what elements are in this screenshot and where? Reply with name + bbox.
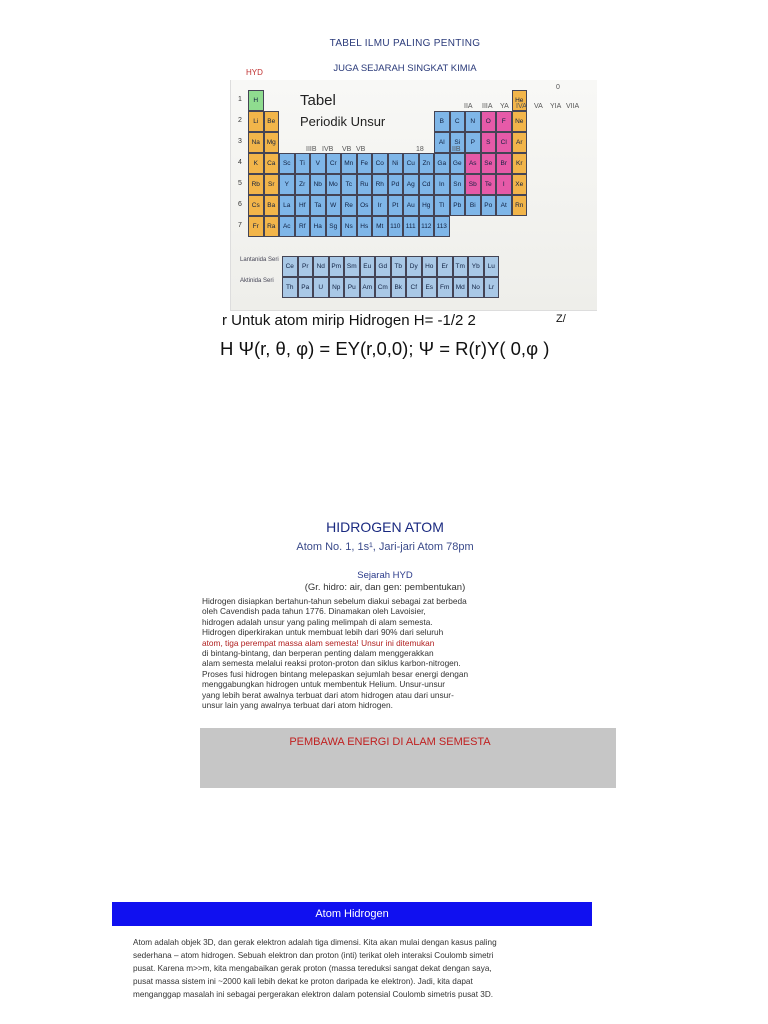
lanthanide-cell: Eu <box>360 256 376 277</box>
hydrogen-paragraph-line: yang lebih berat awalnya terbuat dari atom hidrogen atau dari unsur- <box>202 689 454 700</box>
period-number: 3 <box>238 138 242 145</box>
etymology-line: (Gr. hidro: air, dan gen: pembentukan) <box>304 582 466 593</box>
element-cell: Fe <box>357 153 373 174</box>
atom-paragraph-line: menganggap masalah ini sebagai pergerakan elektron dalam potensial Coulomb simetris pusat 3D. <box>133 990 494 999</box>
actinide-cell: Am <box>360 277 376 298</box>
hydrogen-paragraph-line: unsur lain yang awalnya terbuat dari atom hidrogen. <box>202 700 393 710</box>
element-cell: H <box>248 90 264 111</box>
atom-paragraph-line: pusat. Karena m>>m, kita mengabaikan gerak proton (massa tereduksi sangat dekat dengan saya, <box>133 964 492 973</box>
period-number: 2 <box>238 117 242 124</box>
equation-line-1: r Untuk atom mirip Hidrogen H= -1/2 2 <box>222 312 476 329</box>
group-label: IVA <box>516 103 527 110</box>
group-label: VIIA <box>566 103 580 110</box>
element-cell: Br <box>496 153 512 174</box>
element-cell: F <box>496 111 512 132</box>
element-cell: V <box>310 153 326 174</box>
lanthanide-cell: Tb <box>391 256 407 277</box>
group-label: YIA <box>550 103 562 110</box>
element-cell: Ru <box>357 174 373 195</box>
element-cell: Se <box>481 153 497 174</box>
element-cell: Si <box>450 132 466 153</box>
lanthanide-cell: Er <box>437 256 453 277</box>
lanthanide-label: Lantanida Seri <box>240 257 279 263</box>
atom-paragraph-line: Atom adalah objek 3D, dan gerak elektron adalah tiga dimensi. Kita akan mulai dengan kasus paling <box>133 938 497 947</box>
element-cell: 112 <box>419 216 435 237</box>
element-cell: Zr <box>295 174 311 195</box>
transition-group-label: VB <box>356 146 366 153</box>
element-cell: Ir <box>372 195 388 216</box>
atom-paragraph-line: pusat massa sistem ini ~2000 kali lebih dekat ke proton daripada ke elektron). Jadi, kita dapat <box>133 977 473 986</box>
element-cell: Po <box>481 195 497 216</box>
hydrogen-paragraph-line: Hidrogen diperkirakan untuk membuat lebih dari 90% dari seluruh <box>202 627 444 638</box>
element-cell: Re <box>341 195 357 216</box>
transition-group-label: 18 <box>416 146 424 153</box>
element-cell: Ta <box>310 195 326 216</box>
element-cell: Cl <box>496 132 512 153</box>
element-cell: S <box>481 132 497 153</box>
element-cell: Mn <box>341 153 357 174</box>
element-cell: Ns <box>341 216 357 237</box>
element-cell: La <box>279 195 295 216</box>
hydrogen-paragraph-line: alam semesta melalui reaksi proton-proton dan siklus karbon-nitrogen. <box>202 658 461 669</box>
element-cell: Ca <box>264 153 280 174</box>
transition-group-label: VB <box>342 146 352 153</box>
element-cell: K <box>248 153 264 174</box>
group-label: IIIA <box>482 103 493 110</box>
element-cell: Ga <box>434 153 450 174</box>
element-cell: Zn <box>419 153 435 174</box>
group-label: VA <box>534 103 543 110</box>
energy-box-title: PEMBAWA ENERGI DI ALAM SEMESTA <box>289 736 491 748</box>
element-cell: Sr <box>264 174 280 195</box>
actinide-cell: No <box>468 277 484 298</box>
actinide-cell: Lr <box>484 277 500 298</box>
lanthanide-cell: Nd <box>313 256 329 277</box>
hydrogen-paragraph-line: Hidrogen disiapkan bertahun-tahun sebelum diakui sebagai zat berbeda <box>202 596 467 606</box>
element-cell: 111 <box>403 216 419 237</box>
actinide-cell: Cf <box>406 277 422 298</box>
period-number: 1 <box>238 96 242 103</box>
lanthanide-cell: Tm <box>453 256 469 277</box>
element-cell: Bi <box>465 195 481 216</box>
lanthanide-cell: Gd <box>375 256 391 277</box>
element-cell: I <box>496 174 512 195</box>
element-cell: Hf <box>295 195 311 216</box>
element-cell: Sb <box>465 174 481 195</box>
transition-group-label: IVB <box>322 146 334 153</box>
hydrogen-paragraph-line: oleh Cavendish pada tahun 1776. Dinamakan oleh Lavoisier, <box>202 606 426 617</box>
element-cell: Tc <box>341 174 357 195</box>
element-cell: Pd <box>388 174 404 195</box>
element-cell: Pt <box>388 195 404 216</box>
element-cell: Ti <box>295 153 311 174</box>
element-cell: Kr <box>512 153 528 174</box>
element-cell: Na <box>248 132 264 153</box>
hydrogen-paragraph-line: di bintang-bintang, dan berperan penting dalam menggerakkan <box>202 648 434 658</box>
element-cell: N <box>465 111 481 132</box>
element-cell: Be <box>264 111 280 132</box>
element-cell: Rf <box>295 216 311 237</box>
group-label: 0 <box>556 84 560 91</box>
element-cell: He <box>512 90 528 111</box>
element-cell: Nb <box>310 174 326 195</box>
sejarah-heading: Sejarah HYD <box>357 570 413 581</box>
hydrogen-paragraph-line: hidrogen adalah unsur yang paling melimpah di alam semesta. <box>202 616 433 627</box>
element-cell: Fr <box>248 216 264 237</box>
element-cell: Rb <box>248 174 264 195</box>
element-cell: Li <box>248 111 264 132</box>
atom-paragraph-line: sederhana – atom hidrogen. Sebuah elektron dan proton (inti) terikat oleh interaksi Coulomb simetri <box>133 951 494 960</box>
element-cell: Al <box>434 132 450 153</box>
equation-line-1-suffix: Z/ <box>556 313 566 325</box>
actinide-cell: U <box>313 277 329 298</box>
actinide-cell: Pa <box>298 277 314 298</box>
element-cell: Y <box>279 174 295 195</box>
actinide-cell: Np <box>329 277 345 298</box>
element-cell: Pb <box>450 195 466 216</box>
actinide-cell: Cm <box>375 277 391 298</box>
period-number: 4 <box>238 159 242 166</box>
element-cell: C <box>450 111 466 132</box>
group-label: YA <box>500 103 509 110</box>
element-cell: Sc <box>279 153 295 174</box>
element-cell: Rn <box>512 195 528 216</box>
hydrogen-subtitle: Atom No. 1, 1s¹, Jari-jari Atom 78pm <box>296 541 474 553</box>
actinide-cell: Th <box>282 277 298 298</box>
group-label: IIA <box>464 103 473 110</box>
element-cell: Ha <box>310 216 326 237</box>
element-cell: Ag <box>403 174 419 195</box>
element-cell: Sn <box>450 174 466 195</box>
lanthanide-cell: Lu <box>484 256 500 277</box>
lanthanide-cell: Dy <box>406 256 422 277</box>
element-cell: Cr <box>326 153 342 174</box>
lanthanide-cell: Ho <box>422 256 438 277</box>
element-cell: B <box>434 111 450 132</box>
element-cell: Mo <box>326 174 342 195</box>
element-cell: Ni <box>388 153 404 174</box>
element-cell: 110 <box>388 216 404 237</box>
element-cell: Hg <box>419 195 435 216</box>
element-cell: Mg <box>264 132 280 153</box>
lanthanide-cell: Yb <box>468 256 484 277</box>
element-cell: Tl <box>434 195 450 216</box>
element-cell: Rh <box>372 174 388 195</box>
element-cell: Mt <box>372 216 388 237</box>
element-cell: Cs <box>248 195 264 216</box>
element-cell: Ac <box>279 216 295 237</box>
element-cell: Cd <box>419 174 435 195</box>
hyd-label: HYD <box>246 68 263 77</box>
element-cell: In <box>434 174 450 195</box>
hydrogen-title: HIDROGEN ATOM <box>326 519 444 535</box>
atom-section-title: Atom Hidrogen <box>315 908 389 920</box>
header-line-1: TABEL ILMU PALING PENTING <box>329 38 481 49</box>
element-cell: Au <box>403 195 419 216</box>
element-cell: Ra <box>264 216 280 237</box>
element-cell: Cu <box>403 153 419 174</box>
element-cell: Hs <box>357 216 373 237</box>
actinide-cell: Md <box>453 277 469 298</box>
hydrogen-paragraph-line: atom, tiga perempat massa alam semesta! Unsur ini ditemukan <box>202 637 435 648</box>
periodic-table-title: Tabel <box>300 92 336 109</box>
actinide-cell: Pu <box>344 277 360 298</box>
lanthanide-cell: Ce <box>282 256 298 277</box>
element-cell: Ne <box>512 111 528 132</box>
element-cell: Xe <box>512 174 528 195</box>
element-cell: 113 <box>434 216 450 237</box>
hydrogen-paragraph-line: menggabungkan hidrogen untuk membentuk Helium. Unsur-unsur <box>202 679 446 690</box>
element-cell: W <box>326 195 342 216</box>
element-cell: Ba <box>264 195 280 216</box>
period-number: 7 <box>238 222 242 229</box>
element-cell: Co <box>372 153 388 174</box>
actinide-cell: Bk <box>391 277 407 298</box>
hydrogen-paragraph-line: Proses fusi hidrogen bintang melepaskan sejumlah besar energi dengan <box>202 668 469 679</box>
header-line-2: JUGA SEJARAH SINGKAT KIMIA <box>333 63 477 74</box>
element-cell: Te <box>481 174 497 195</box>
transition-group-label: IIIB <box>306 146 317 153</box>
period-number: 5 <box>238 180 242 187</box>
equation-line-2: H Ψ(r, θ, φ) = EY(r,0,0); Ψ = R(r)Y( 0,φ ) <box>220 338 550 359</box>
transition-group-label: IIB <box>452 146 461 153</box>
actinide-label: Aktinida Seri <box>240 278 274 284</box>
element-cell: At <box>496 195 512 216</box>
element-cell: Os <box>357 195 373 216</box>
actinide-cell: Es <box>422 277 438 298</box>
lanthanide-cell: Sm <box>344 256 360 277</box>
element-cell: As <box>465 153 481 174</box>
element-cell: Sg <box>326 216 342 237</box>
element-cell: O <box>481 111 497 132</box>
period-number: 6 <box>238 201 242 208</box>
actinide-cell: Fm <box>437 277 453 298</box>
element-cell: Ge <box>450 153 466 174</box>
lanthanide-cell: Pr <box>298 256 314 277</box>
periodic-table-subtitle: Periodik Unsur <box>300 114 386 129</box>
element-cell: P <box>465 132 481 153</box>
element-cell: Ar <box>512 132 528 153</box>
lanthanide-cell: Pm <box>329 256 345 277</box>
